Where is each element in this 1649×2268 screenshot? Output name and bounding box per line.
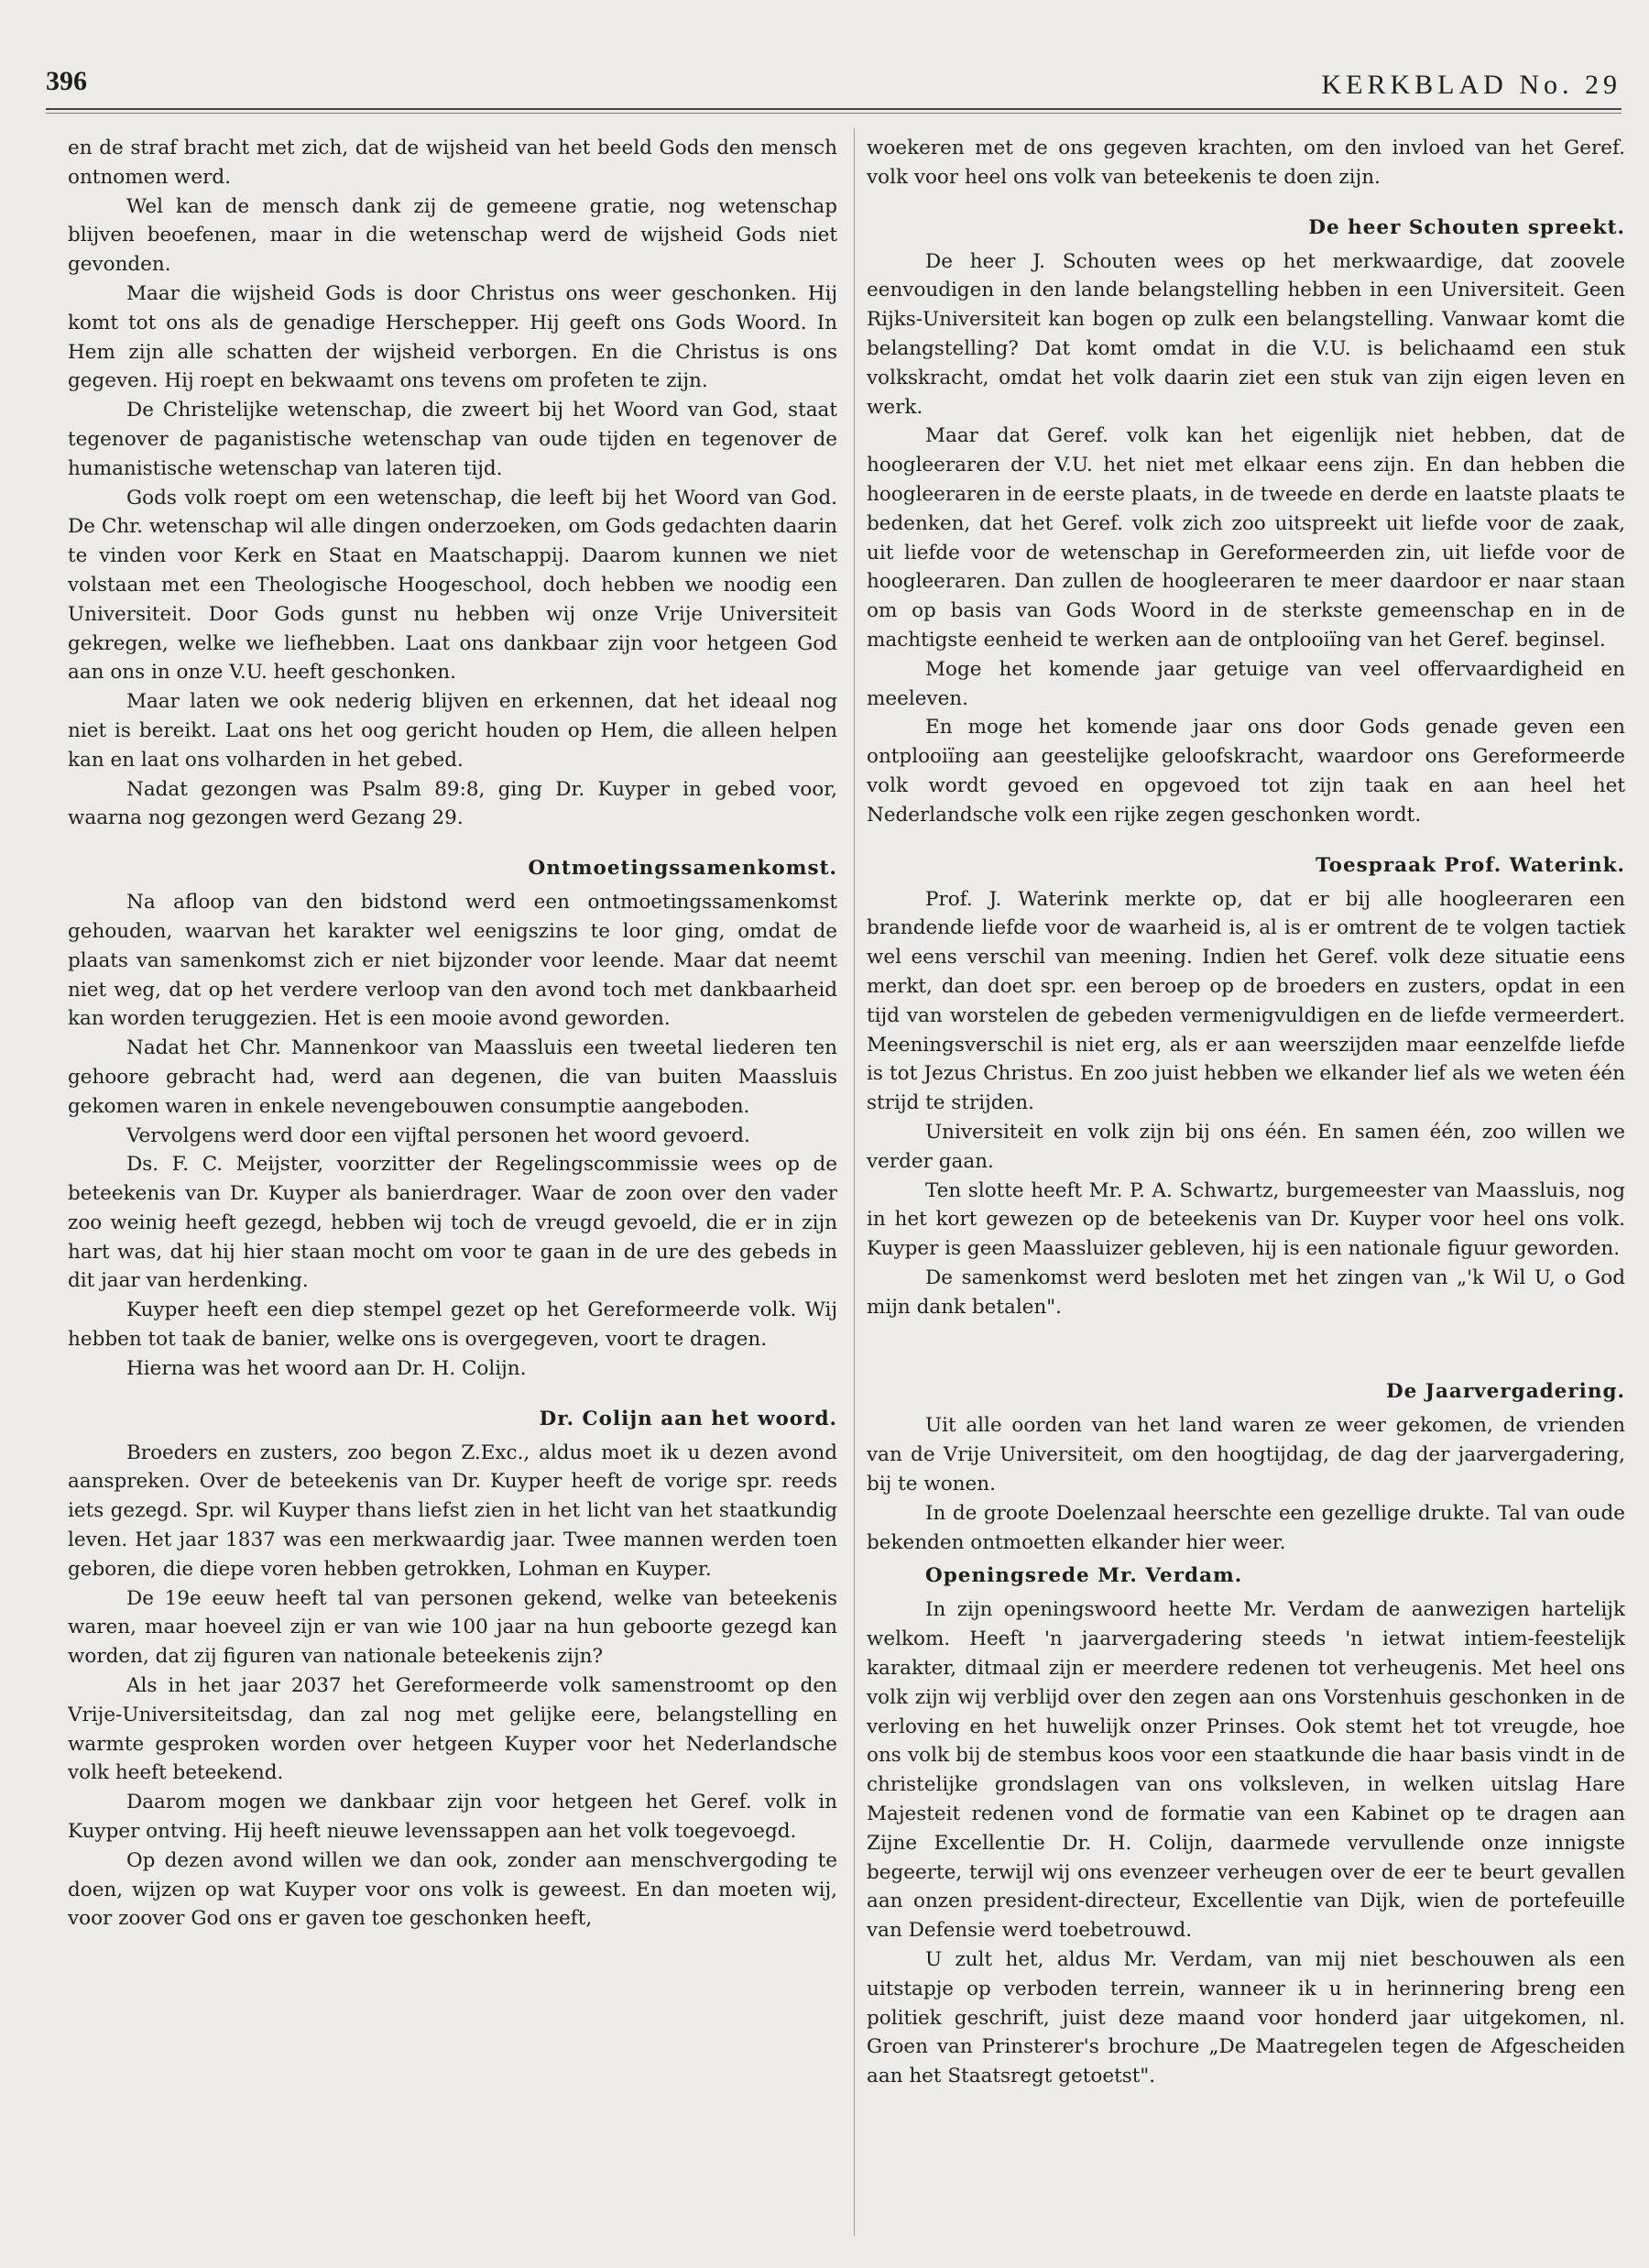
section-heading: De heer Schouten spreekt.	[1308, 215, 1625, 239]
paragraph: U zult het, aldus Mr. Verdam, van mij niet beschouwen als een uitstapje op verboden terrein, wanneer ik u in herinnering breng een politiek geschrift, juist deze maand voor honderd jaar uitgekomen, nl. Groen van Prinsterer's brochure „De Maatregelen tegen de Afgescheiden aan het Staatsregt getoetst".	[867, 1948, 1625, 2088]
paragraph: Maar laten we ook nederig blijven en erkennen, dat het ideaal nog niet is bereikt. Laat ons het oog gericht houden op Hem, die alleen helpen kan en laat ons volharden in het gebed.	[68, 690, 837, 772]
section-heading: De Jaarvergadering.	[1386, 1380, 1625, 1404]
paragraph: Ds. F. C. Meijster, voorzitter der Regelingscommissie wees op de beteekenis van Dr. Kuyper als banierdrager. Waar de zoon over den vader zoo weinig heeft gezegd, hebben wij toch de vreugd gevoeld, die er in zijn hart was, dat hij hier staan mocht om voor te gaan in de ure des gebeds in dit jaar van herdenking.	[68, 1153, 837, 1293]
section-heading: Openingsrede Mr. Verdam.	[925, 1564, 1243, 1588]
paragraph: Uit alle oorden van het land waren ze weer gekomen, de vrienden van de Vrije Universiteit, om den hoogtijdag, de dag der jaarvergadering, bij te wonen.	[867, 1414, 1625, 1496]
page-header	[46, 66, 1622, 106]
paragraph: Nadat het Chr. Mannenkoor van Maassluis een tweetal liederen ten gehoore gebracht had, werd aan degenen, die van buiten Maassluis gekomen waren in enkele nevengebouwen consumptie aangeboden.	[68, 1036, 837, 1118]
paragraph: Na afloop van den bidstond werd een ontmoetingssamenkomst gehouden, waarvan het karakter wel eenigszins te loor ging, omdat de plaats van samenkomst zich er niet bijzonder voor leende. Maar dat neemt niet weg, dat op het verdere verloop van den avond toch met dankbaarheid kan worden teruggezien. Het is een mooie avond geworden.	[68, 891, 837, 1031]
paragraph: Kuyper heeft een diep stempel gezet op het Gereformeerde volk. Wij hebben tot taak de banier, welke ons is overgegeven, voort te dragen.	[68, 1298, 837, 1352]
paragraph: Nadat gezongen was Psalm 89:8, ging Dr. Kuyper in gebed voor, waarna nog gezongen werd Gezang 29.	[68, 777, 837, 830]
page-number: 396	[46, 66, 87, 96]
paragraph: Universiteit en volk zijn bij ons één. En samen één, zoo willen we verder gaan.	[867, 1120, 1625, 1173]
paragraph: Maar die wijsheid Gods is door Christus ons weer geschonken. Hij komt tot ons als de genadige Herschepper. Hij geeft ons Gods Woord. In Hem zijn alle schatten der wijsheid verborgen. En die Christus is ons gegeven. Hij roept en bekwaamt ons tevens om profeten te zijn.	[68, 281, 837, 393]
paragraph: Op dezen avond willen we dan ook, zonder aan menschvergoding te doen, wijzen op wat Kuyper voor ons volk is geweest. En dan moeten wij, voor zoover God ons er gaven toe geschonken heeft,	[68, 1848, 837, 1931]
right-column	[867, 134, 1625, 2232]
paragraph: De 19e eeuw heeft tal van personen gekend, welke van beteekenis waren, maar hoeveel zijn er van wie 100 jaar na hun geboorte gezegd kan worden, dat zij figuren van nationale beteekenis zijn?	[68, 1586, 837, 1669]
paragraph: Hierna was het woord aan Dr. H. Colijn.	[126, 1356, 527, 1380]
paragraph: Maar dat Geref. volk kan het eigenlijk niet hebben, dat de hoogleeraren der V.U. het niet met elkaar eens zijn. En dan hebben die hoogleeraren in de eerste plaats, in de tweede en derde en laatste plaats te bedenken, dat het Geref. volk zich zoo uitspreekt uit liefde voor de zaak, uit liefde voor de wetenschap in Gereformeerden zin, uit liefde voor de hoogleeraren. Dan zullen de hoogleeraren te meer daardoor er naar staan om op basis van Gods Woord in de sterkste gemeenschap en in de machtigste eenheid te werken aan de ontplooiïng van het Geref. beginsel.	[867, 424, 1625, 652]
paragraph: In zijn openingswoord heette Mr. Verdam de aanwezigen hartelijk welkom. Heeft 'n jaarvergadering steeds 'n ietwat intiem-feestelijk karakter, ditmaal zijn er meerdere redenen tot verheugenis. Met heel ons volk zijn wij verblijd over den zegen aan ons Vorstenhuis geschonken in de verloving en het huwelijk onzer Prinses. Ook stemt het tot vreugde, hoe ons volk bij de stembus koos voor een staatkunde die haar basis vindt in de christelijke grondslagen van ons volksleven, in welken uitslag Hare Majesteit redenen vond de formatie van een Kabinet op te dragen aan Zijne Excellentie Dr. H. Colijn, daarmede vervullende onze innigste begeerte, terwijl wij ons evenzeer verheugen over de eer te beurt gevallen aan onzen president-directeur, Excellentie van Dijk, wien de portefeuille van Defensie werd toebetrouwd.	[867, 1598, 1625, 1943]
paragraph: In de groote Doelenzaal heerschte een gezellige drukte. Tal van oude bekenden ontmoetten elkander hier weer.	[867, 1501, 1625, 1554]
section-heading: Toespraak Prof. Waterink.	[1316, 853, 1625, 877]
paragraph: Vervolgens werd door een vijftal personen het woord gevoerd.	[126, 1123, 750, 1147]
header-rule	[46, 108, 1622, 114]
paragraph: Wel kan de mensch dank zij de gemeene gratie, nog wetenschap blijven beoefenen, maar in die wetenschap werd de wijsheid Gods niet gevonden.	[68, 194, 837, 277]
paragraph: en de straf bracht met zich, dat de wijsheid van het beeld Gods den mensch ontnomen werd.	[68, 137, 837, 189]
paragraph: Gods volk roept om een wetenschap, die leeft bij het Woord van God. De Chr. wetenschap wil alle dingen onderzoeken, om Gods gedachten daarin te vinden voor Kerk en Staat en Maatschappij. Daarom kunnen we niet volstaan met een Theologische Hoogeschool, doch hebben we noodig een Universiteit. Door Gods gunst nu hebben wij onze Vrije Universiteit gekregen, welke we liefhebben. Laat ons dankbaar zijn voor hetgeen God aan ons in onze V.U. heeft geschonken.	[68, 486, 837, 685]
left-column	[68, 134, 837, 2232]
paragraph: Ten slotte heeft Mr. P. A. Schwartz, burgemeester van Maassluis, nog in het kort gewezen op de beteekenis van Dr. Kuyper voor heel ons volk. Kuyper is geen Maassluizer gebleven, hij is een nationale figuur geworden.	[867, 1178, 1625, 1261]
paragraph: woekeren met de ons gegeven krachten, om den invloed van het Geref. volk voor heel ons volk van beteekenis te doen zijn.	[867, 137, 1625, 189]
paragraph: Prof. J. Waterink merkte op, dat er bij alle hoogleeraren een brandende liefde voor de waarheid is, al is er omtrent de te volgen tactiek wel eens verschil van meening. Indien het Geref. volk deze situatie eens merkt, dan doet spr. een beroep op de broeders en zusters, opdat in een tijd van worstelen de gebeden vermenigvuldigen en de liefde vermeerdert. Meeningsverschil is niet erg, als er aan weerszijden maar eenzelfde liefde is tot Jezus Christus. En zoo juist hebben we elkander lief als we weten één strijd te strijden.	[867, 887, 1625, 1115]
column-divider	[854, 128, 855, 2236]
paragraph: De Christelijke wetenschap, die zweert bij het Woord van God, staat tegenover de paganistische wetenschap van oude tijden en tegenover de humanistische wetenschap van lateren tijd.	[68, 399, 837, 480]
paragraph: Als in het jaar 2037 het Gereformeerde volk samenstroomt op den Vrije-Universiteitsdag, dan zal nog met gelijke eere, belangstelling en warmte gesproken worden over hetgeen Kuyper voor het Nederlandsche volk heeft beteekend.	[68, 1674, 837, 1785]
section-heading: Dr. Colijn aan het woord.	[539, 1407, 837, 1430]
paragraph: En moge het komende jaar ons door Gods genade geven een ontplooiïng aan geestelijke geloofskracht, waardoor ons Gereformeerde volk wordt gevoed en opgevoed tot zijn taak en aan heel het Nederlandsche volk een rijke zegen geschonken wordt.	[867, 716, 1625, 827]
running-title: KERKBLAD No. 29	[1321, 70, 1622, 100]
paragraph: Broeders en zusters, zoo begon Z.Exc., aldus moet ik u dezen avond aanspreken. Over de beteekenis van Dr. Kuyper heeft de vorige spr. reeds iets gezegd. Spr. wil Kuyper thans liefst zien in het licht van het staatkundig leven. Het jaar 1837 was een merkwaardig jaar. Twee mannen werden toen geboren, die diepe voren hebben getrokken, Lohman en Kuyper.	[68, 1441, 837, 1581]
section-heading: Ontmoetingssamenkomst.	[528, 857, 837, 881]
paragraph: De samenkomst werd besloten met het zingen van „'k Wil U, o God mijn dank betalen".	[867, 1265, 1625, 1319]
paragraph: Moge het komende jaar getuige van veel offervaardigheid en meeleven.	[867, 657, 1625, 710]
paragraph: Daarom mogen we dankbaar zijn voor hetgeen het Geref. volk in Kuyper ontving. Hij heeft nieuwe levenssappen aan het volk toegevoegd.	[68, 1791, 837, 1844]
paragraph: De heer J. Schouten wees op het merkwaardige, dat zoovele eenvoudigen in den lande belangstelling hebben in een Universiteit. Geen Rijks-Universiteit kan bogen op zulk een belangstelling. Vanwaar komt die belangstelling? Dat komt omdat in die V.U. is belichaamd een stuk volkskracht, omdat het volk daarin ziet een stuk van zijn eigen leven en werk.	[867, 249, 1625, 419]
